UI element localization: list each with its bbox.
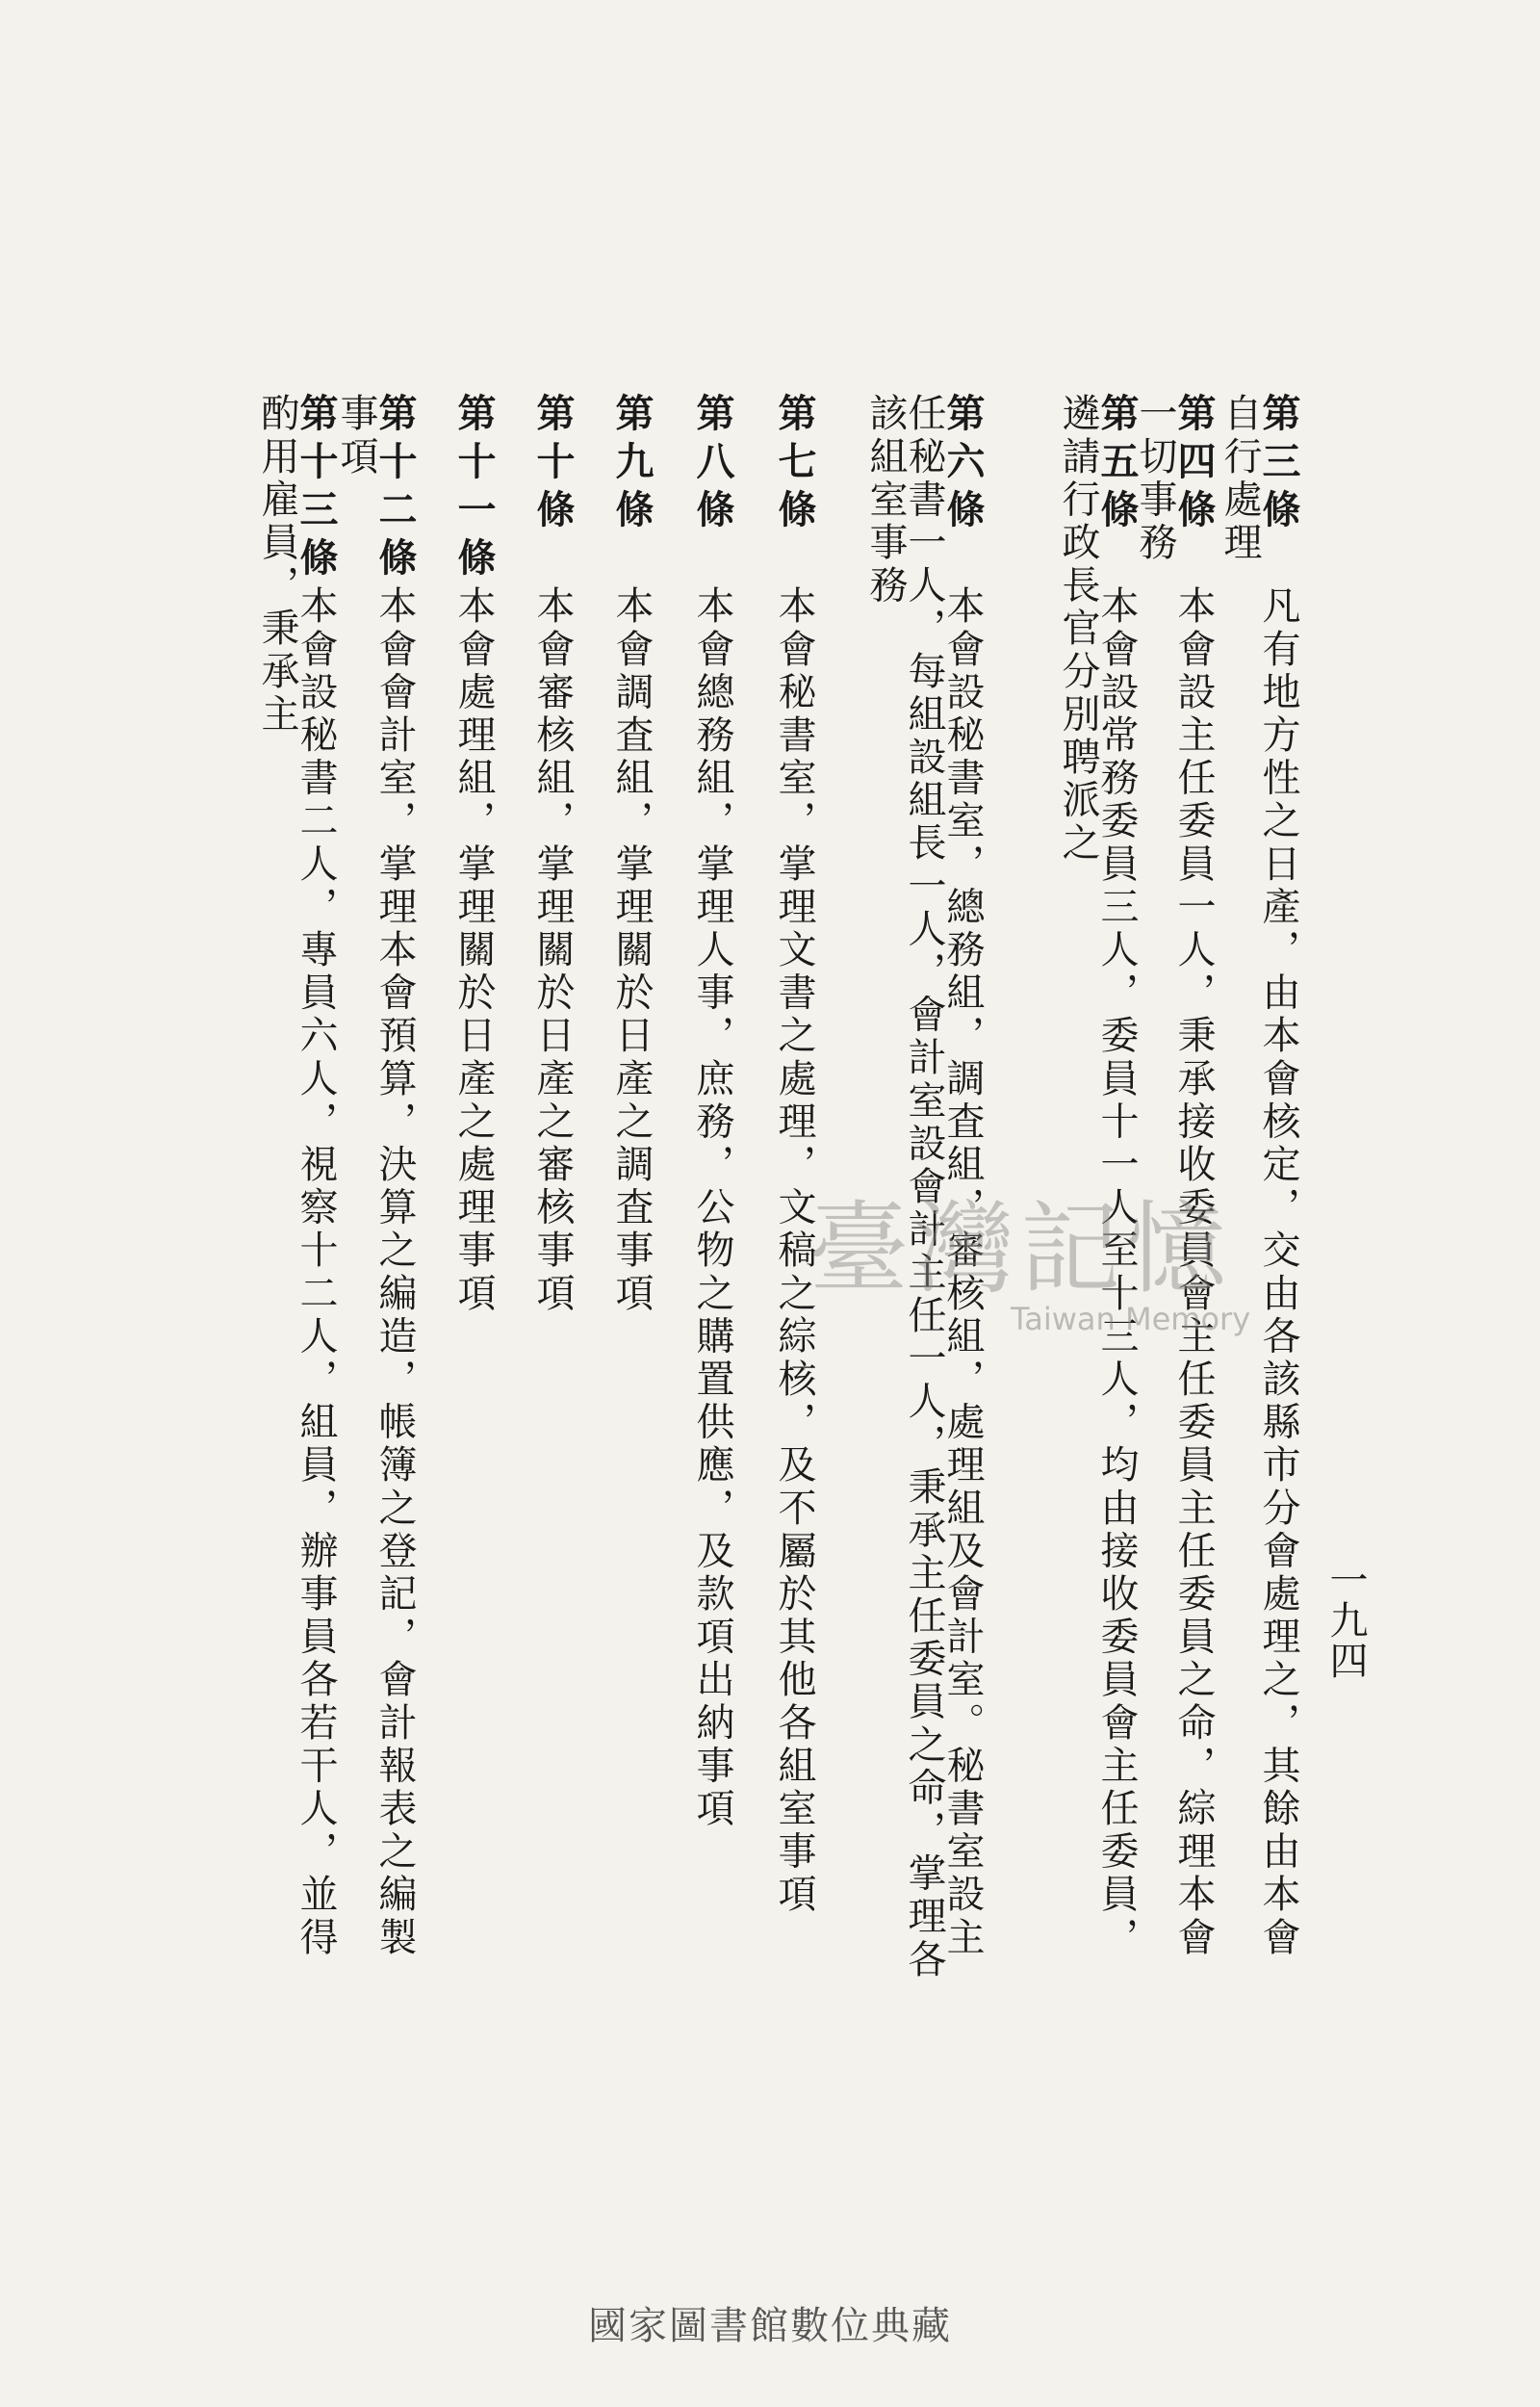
article-label: 第四條 [1171, 393, 1217, 537]
article-11 [435, 393, 497, 1991]
article-label: 第十一條 [451, 393, 497, 585]
article-label: 第七條 [772, 393, 817, 537]
article-label: 第五條 [1094, 393, 1140, 537]
article-text: 本會處理組，掌理關於日產之處理事項 [451, 585, 496, 1316]
article-text: 凡有地方性之日產，由本會核定，交由各該縣市分會處理之，其餘由本會自行處理 [1218, 393, 1300, 1960]
article-text: 本會設秘書二人，專員六人，視察十二人，組員，辦事員各若干人，並得酌用雇員，秉承主 [255, 393, 338, 1960]
article-label: 第九條 [609, 393, 654, 537]
watermark-chinese: 臺灣記憶 [808, 1190, 1233, 1307]
article-text: 本會秘書室，掌理文書之處理，文稿之綜核，及不屬於其他各組室事項 [772, 585, 816, 1917]
article-10 [514, 393, 576, 1991]
article-label: 第十二條 [372, 393, 418, 585]
footer-credit: 國家圖書館數位典藏 [588, 2304, 952, 2348]
watermark-english: Taiwan Memory [1011, 1301, 1251, 1337]
article-label: 第十三條 [294, 393, 339, 585]
article-text: 本會設常務委員三人，委員十一人至十三人，均由接收委員會主任委員，遴請行政長官分別聘派之 [1056, 393, 1139, 1960]
article-12 [334, 393, 418, 1991]
article-7 [756, 393, 817, 1991]
article-text: 本會總務組，掌理人事，庶務，公物之購置供應，及款項出納事項 [690, 585, 734, 1831]
watermark-logo [808, 1190, 1270, 1353]
article-text: 本會設主任委員一人，秉承接收委員會主任委員主任委員之命，綜理本會一切事務 [1133, 393, 1216, 1960]
article-3 [1218, 393, 1301, 1991]
page-number: 一九四 [1323, 1560, 1368, 1681]
article-label: 第十條 [530, 393, 576, 537]
article-text: 本會設秘書室，總務組，調査組，審核組，處理組及會計室。秘書室設主任秘書一人，每組設組長一人，會計室設會計主任一人，秉承主任委員之命，掌理各該組室事務 [863, 393, 985, 1982]
article-text: 本會審核組，掌理關於日產之審核事項 [530, 585, 575, 1316]
article-8 [674, 393, 735, 1991]
article-text: 本會調査組，掌理關於日產之調査事項 [609, 585, 654, 1316]
article-label: 第八條 [690, 393, 735, 537]
article-label: 第三條 [1256, 393, 1301, 537]
article-13 [255, 393, 339, 1991]
article-text: 本會會計室，掌理本會預算，決算之編造，帳簿之登記，會計報表之編製事項 [334, 393, 417, 1960]
article-label: 第六條 [940, 393, 986, 537]
article-9 [593, 393, 654, 1991]
